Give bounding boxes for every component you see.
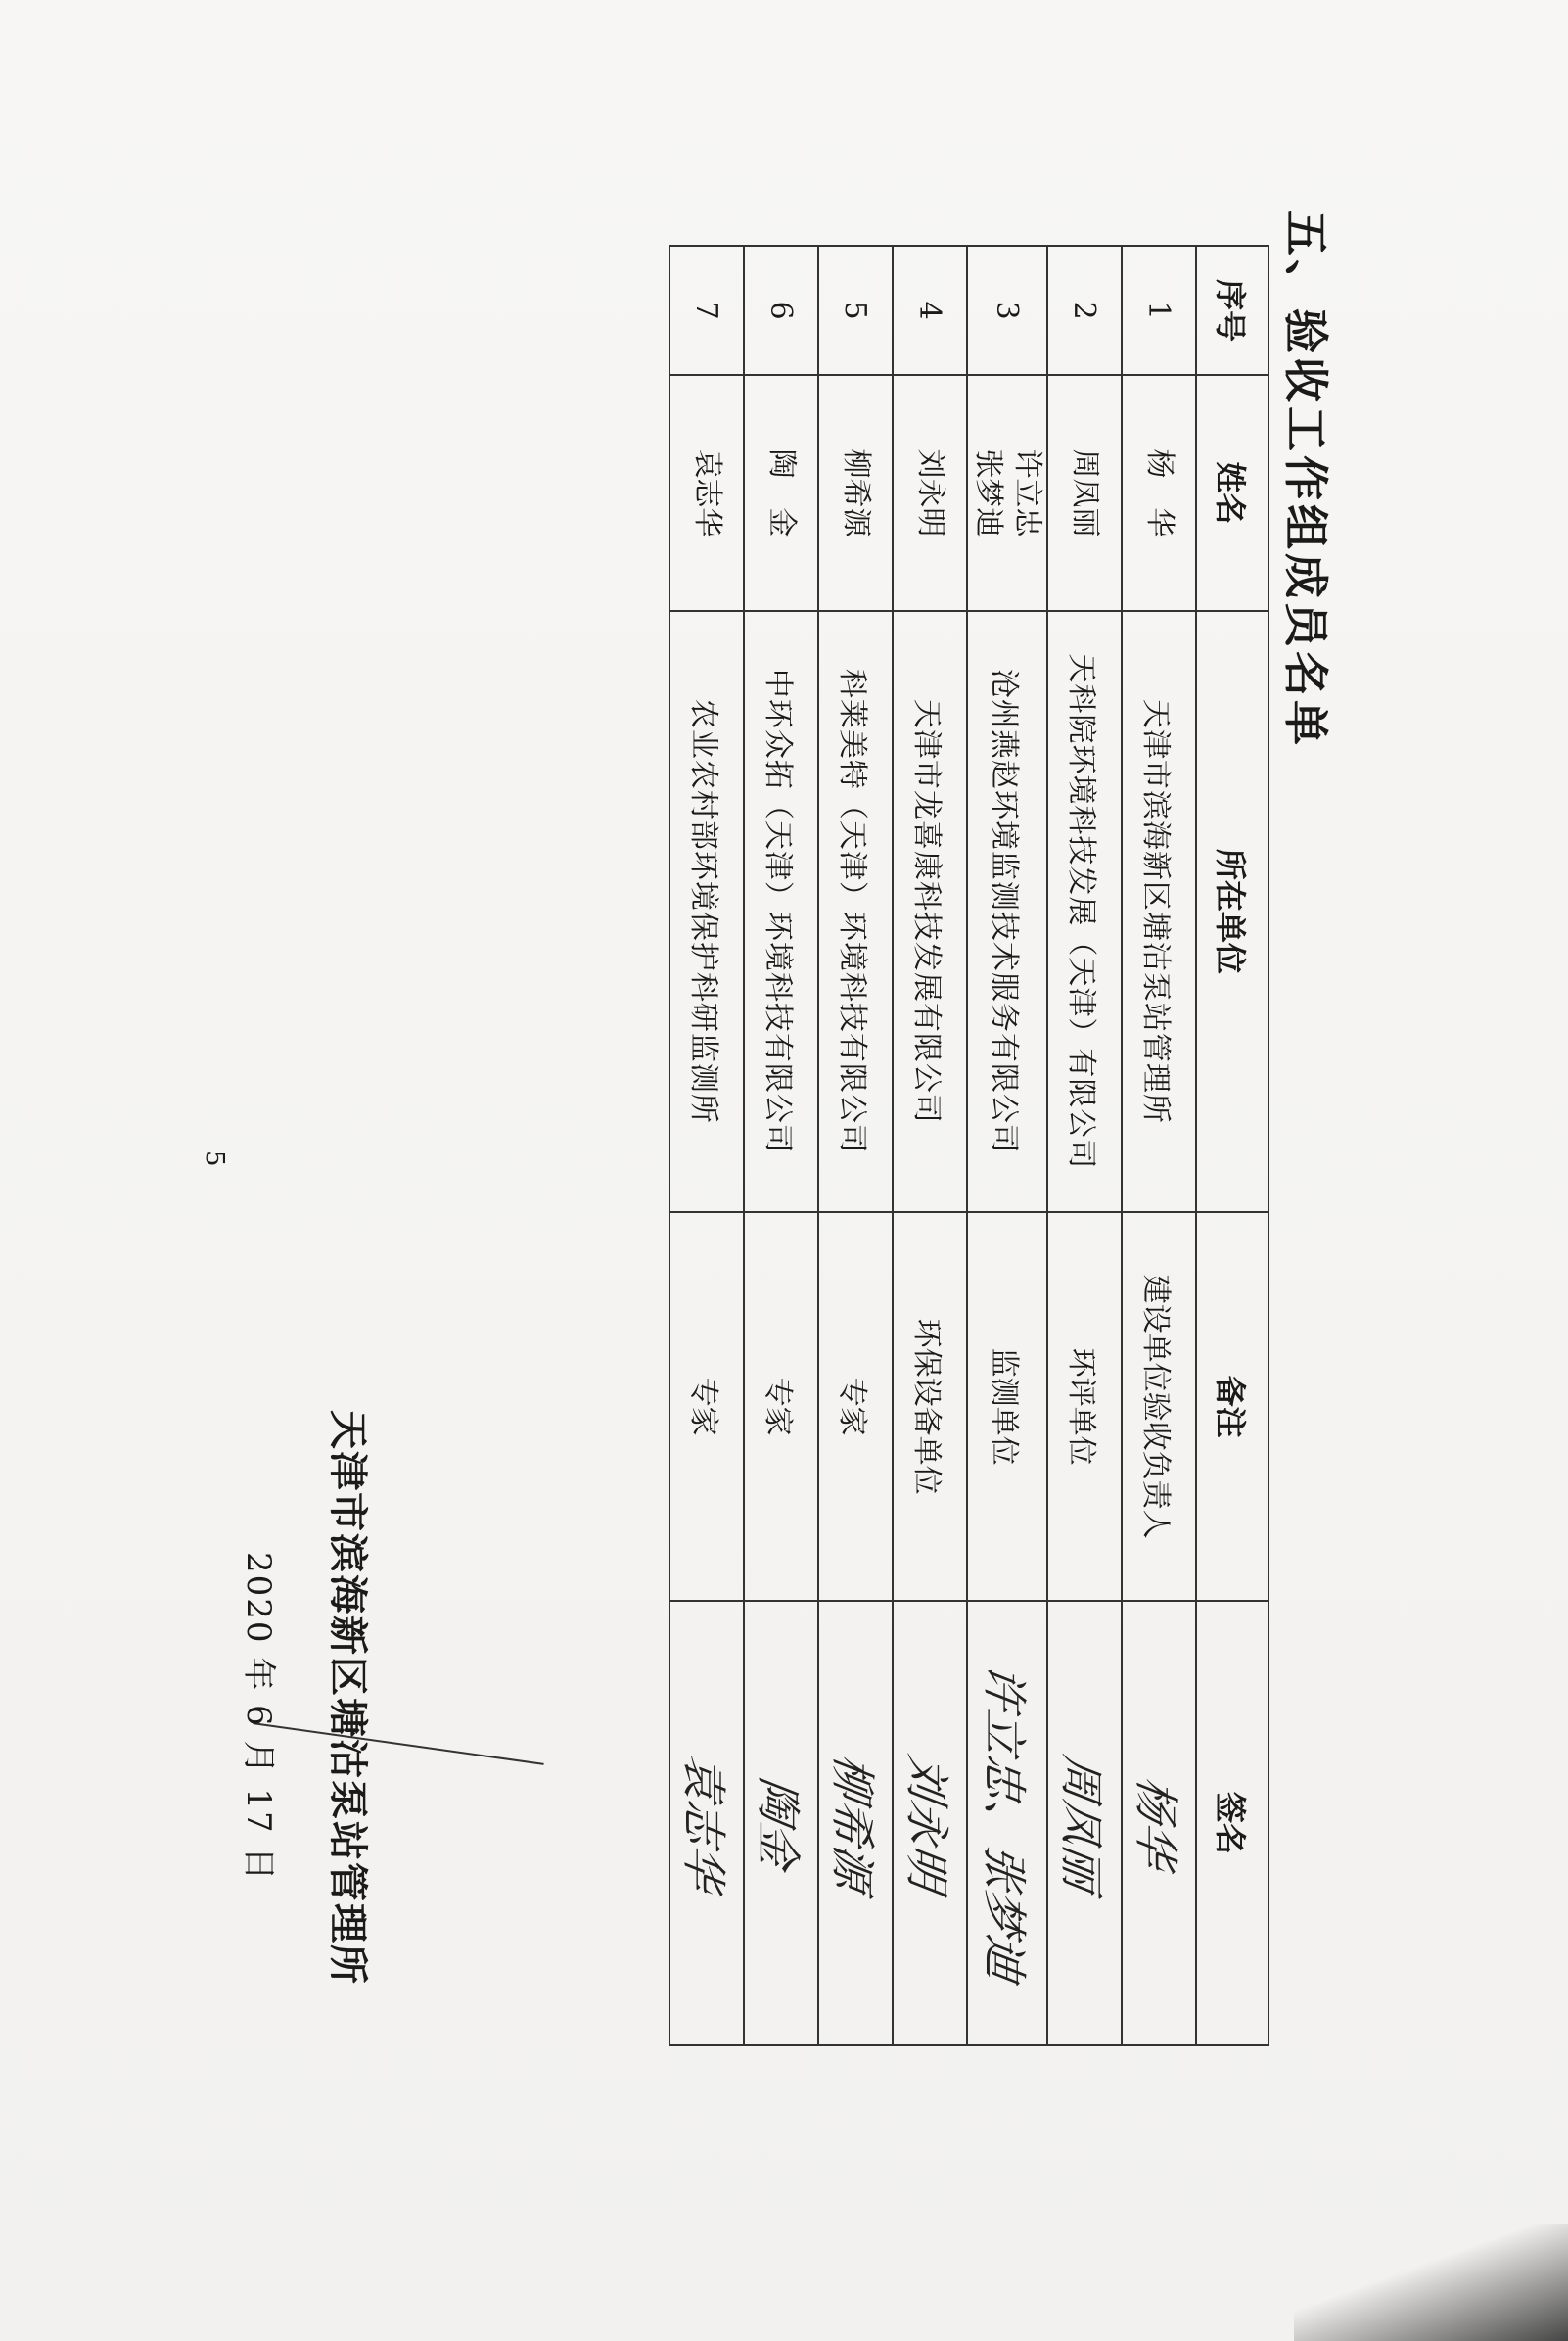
header-no: 序号 — [1196, 246, 1268, 375]
row-unit: 科莱美特（天津）环境科技有限公司 — [818, 611, 893, 1213]
row-no: 3 — [967, 246, 1047, 375]
row-name — [744, 375, 818, 610]
row-name — [1047, 375, 1122, 610]
row-note: 专家 — [744, 1212, 818, 1601]
row-name — [669, 375, 744, 610]
table-row — [1122, 246, 1196, 2045]
page-number: 5 — [200, 1150, 229, 1167]
table-header-row — [1196, 246, 1268, 2045]
row-unit: 农业农村部环境保护科研监测所 — [669, 611, 744, 1213]
member-name: 张梦迪 — [971, 448, 1005, 538]
table-row — [1047, 246, 1122, 2045]
table-row — [893, 246, 967, 2045]
row-name — [818, 375, 893, 610]
member-table — [669, 245, 1269, 2046]
row-no: 7 — [669, 246, 744, 375]
row-name — [893, 375, 967, 610]
row-unit: 天津市龙喜康科技发展有限公司 — [893, 611, 967, 1213]
member-name: 杨 华 — [1142, 448, 1176, 538]
section-title: 五、验收工作组成员名单 — [1279, 211, 1332, 749]
member-name: 柳希源 — [839, 448, 873, 538]
row-signature: 杨华 — [1122, 1596, 1196, 2051]
row-note: 环评单位 — [1047, 1212, 1122, 1601]
header-unit: 所在单位 — [1196, 611, 1268, 1213]
row-unit: 天津市滨海新区塘沽泵站管理所 — [1122, 611, 1196, 1213]
row-signature: 周凤丽 — [1047, 1596, 1122, 2051]
row-no: 4 — [893, 246, 967, 375]
row-signature: 许立忠、张梦迪 — [967, 1595, 1047, 2050]
table-row — [669, 246, 744, 2045]
row-note: 监测单位 — [967, 1212, 1047, 1601]
member-name: 袁志华 — [690, 448, 724, 538]
header-name: 姓名 — [1196, 375, 1268, 610]
row-unit: 天科院环境科技发展（天津）有限公司 — [1047, 611, 1122, 1213]
row-name — [1122, 375, 1196, 610]
row-unit: 沧州燕赵环境监测技术服务有限公司 — [967, 611, 1047, 1213]
member-name: 刘永明 — [913, 448, 947, 538]
organization-name: 天津市滨海新区塘沽泵站管理所 — [325, 1410, 370, 1986]
scan-shadow — [1294, 2224, 1568, 2341]
header-sign: 签名 — [1196, 1601, 1268, 2045]
member-name: 陶 金 — [764, 448, 799, 538]
row-signature: 刘永明 — [893, 1596, 967, 2051]
row-no: 5 — [818, 246, 893, 375]
row-note: 环保设备单位 — [893, 1212, 967, 1601]
row-note: 专家 — [818, 1212, 893, 1601]
table-row — [967, 246, 1047, 2045]
row-no: 1 — [1122, 246, 1196, 375]
signature-stroke — [253, 1722, 543, 1765]
row-signature: 陶金 — [744, 1596, 818, 2051]
row-signature: 袁志华 — [669, 1596, 744, 2051]
member-name: 周凤丽 — [1068, 448, 1102, 538]
header-note: 备注 — [1196, 1212, 1268, 1601]
sign-date: 2020 年 6 月 17 日 — [239, 1552, 278, 1883]
row-no: 2 — [1047, 246, 1122, 375]
table-row — [744, 246, 818, 2045]
member-name: 许立忠 — [1010, 448, 1044, 538]
table-row — [818, 246, 893, 2045]
row-note: 建设单位验收负责人 — [1122, 1212, 1196, 1601]
row-unit: 中环众拓（天津）环境科技有限公司 — [744, 611, 818, 1213]
row-signature: 柳希源 — [818, 1596, 893, 2051]
row-note: 专家 — [669, 1212, 744, 1601]
row-no: 6 — [744, 246, 818, 375]
row-name — [967, 375, 1047, 610]
